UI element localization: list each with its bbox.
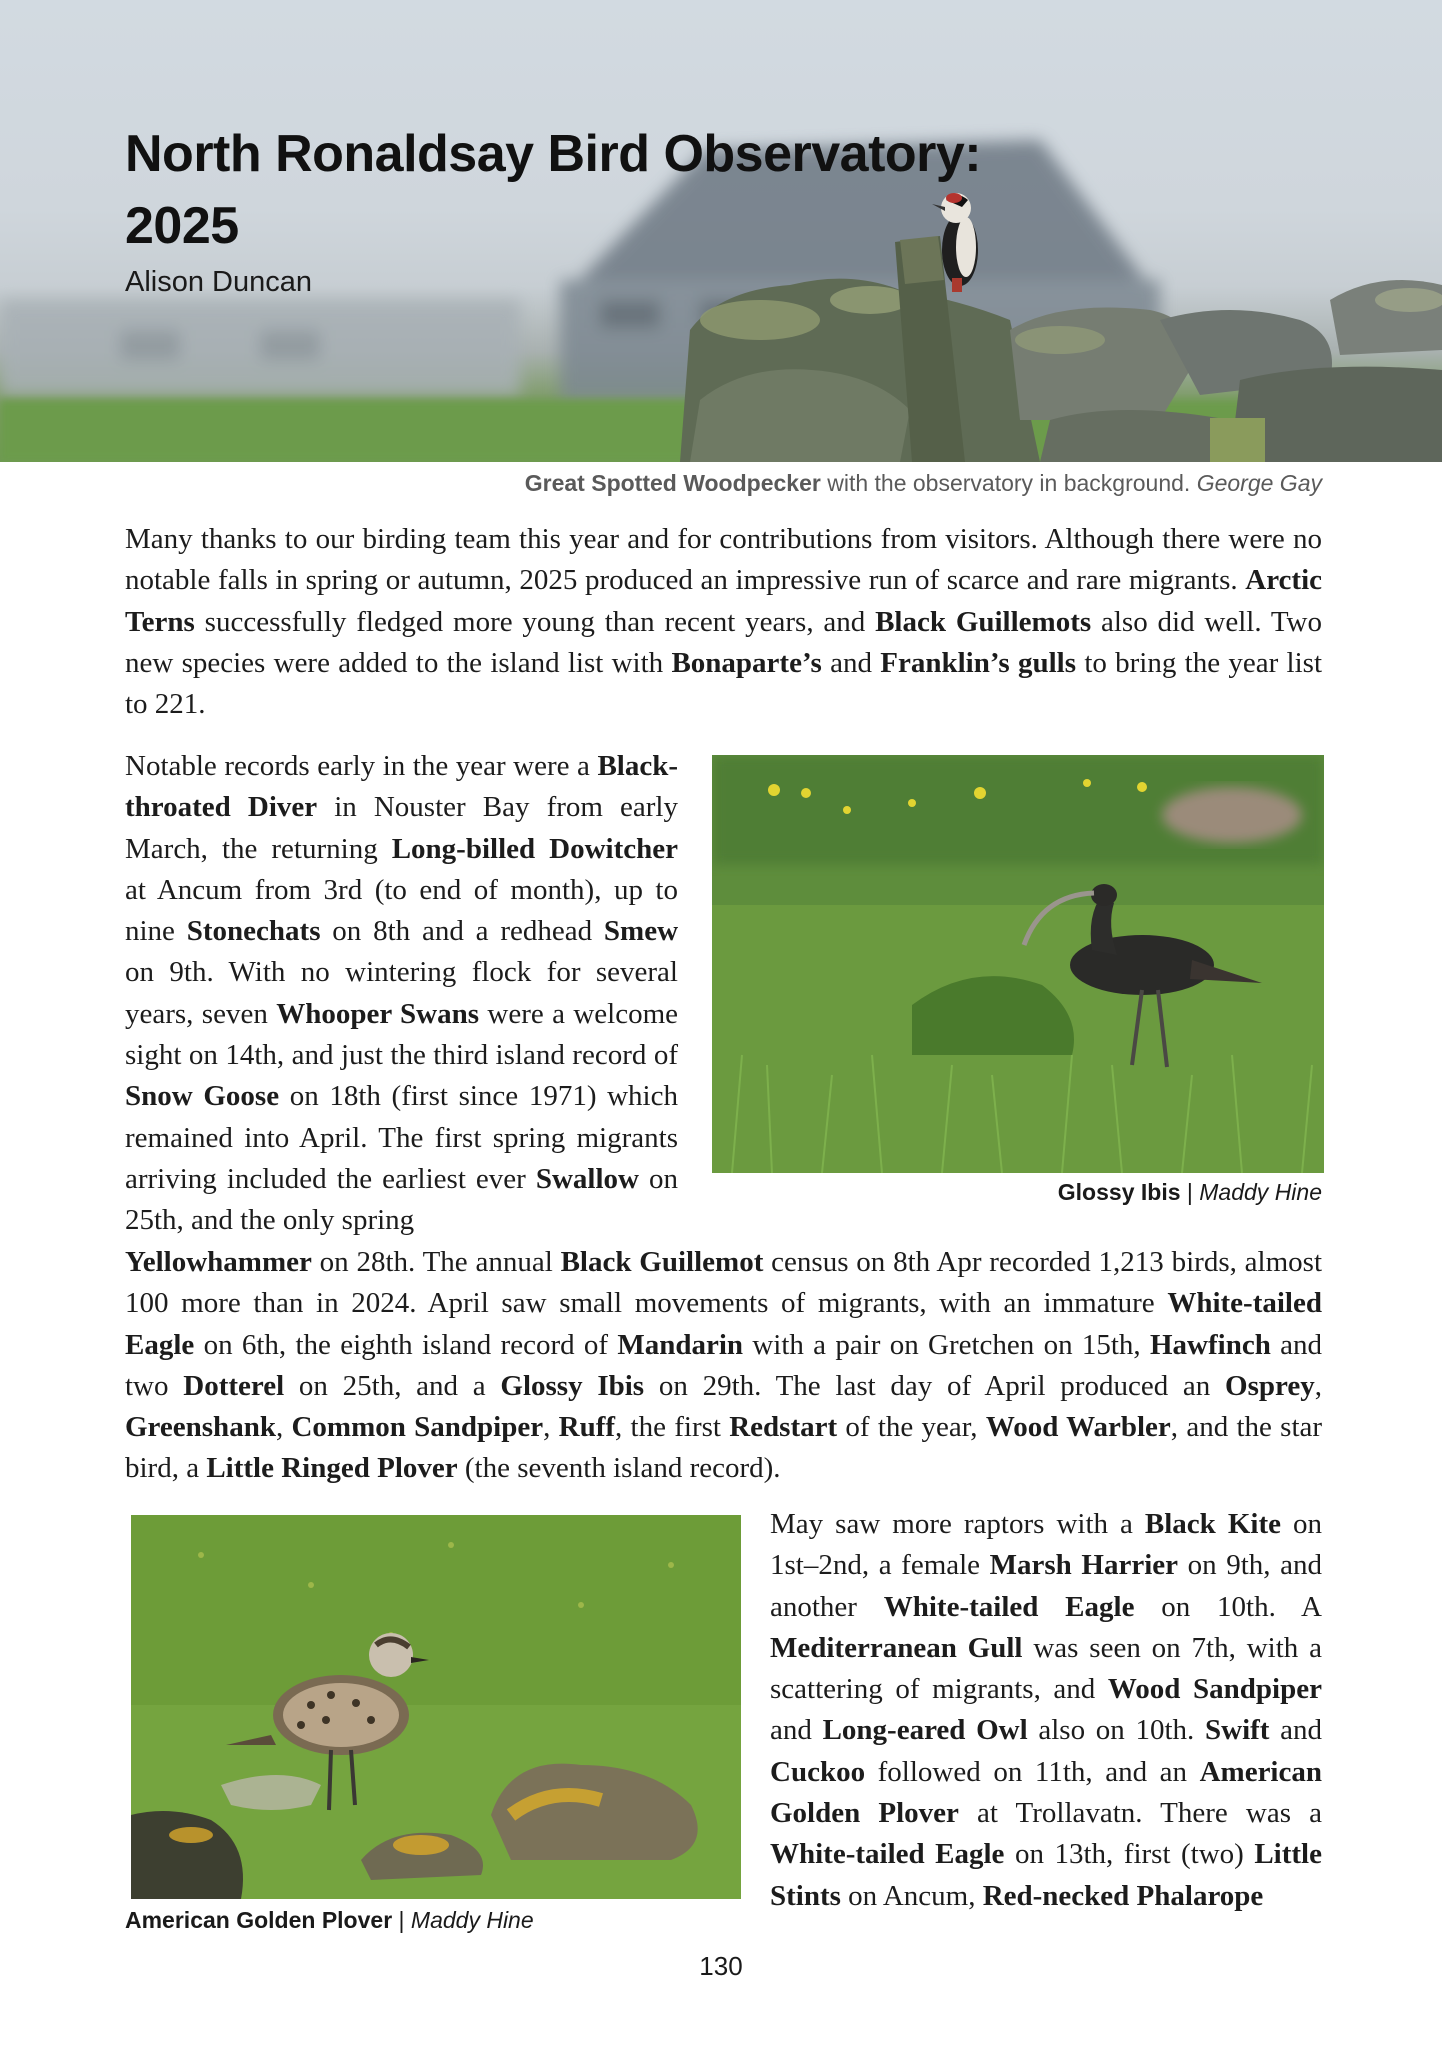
species-name: Ruff: [558, 1411, 616, 1444]
hero-caption-species: Great Spotted Woodpecker: [524, 470, 821, 496]
plover-caption-species: American Golden Plover: [125, 1907, 393, 1933]
hero-caption: [525, 470, 1322, 497]
plover-caption: [125, 1907, 534, 1934]
species-name: Swallow: [535, 1162, 639, 1195]
species-name: Hawfinch: [1149, 1328, 1271, 1361]
plover-caption-separator: |: [392, 1907, 411, 1933]
species-name: Common Sandpiper: [291, 1411, 544, 1444]
species-name: Dotterel: [183, 1369, 285, 1402]
paragraph-may: May saw more raptors with a Black Kite on 1st–2nd, a female Marsh Harrier on 9th, and another White-tailed Eagle on 10th. A Mediterranean Gull was seen on 7th, with a scattering of migrants, and Wood Sandpiper and Long-eared Owl also on 10th. Swift and Cuckoo followed on 11th, and an American Golden Plover at Trollavatn. There was a White-tailed Eagle on 13th, first (two) Little Stints on Ancum, Red-necked Phalarope: [770, 1508, 1323, 1912]
article-title-line1: North Ronaldsay Bird Observatory:: [125, 125, 982, 183]
glossy-ibis-photo: [712, 755, 1324, 1173]
species-name: Wood Sandpiper: [1107, 1673, 1322, 1706]
species-name: Franklin’s gulls: [880, 646, 1077, 679]
species-name: Long-billed Dowitcher: [391, 832, 678, 865]
ibis-caption-species: Glossy Ibis: [1057, 1179, 1181, 1205]
species-name: Snow Goose: [125, 1080, 280, 1113]
article-title: [125, 118, 981, 262]
species-name: Bonaparte’s: [671, 646, 822, 679]
species-name: Redstart: [729, 1411, 838, 1444]
species-name: Stonechats: [186, 915, 321, 948]
species-name: Whooper Swans: [276, 997, 480, 1030]
species-name: Black Kite: [1144, 1508, 1281, 1540]
species-name: Swift: [1205, 1714, 1270, 1747]
species-name: Arctic Terns: [125, 564, 1322, 638]
paragraph-early-year-continued: Yellowhammer on 28th. The annual Black Guillemot census on 8th Apr recorded 1,213 birds, almost 100 more than in 2024. April saw small movements of migrants, with an immature White-tailed Eagle on 6th, the eighth island record of Mandarin with a pair on Gretchen on 15th, Hawfinch and two Dotterel on 25th, and a Glossy Ibis on 29th. The last day of April produced an Osprey, Greenshank, Common Sandpiper, Ruff, the first Redstart of the year, Wood Warbler, and the star bird, a Little Ringed Plover (the seventh island record).: [125, 1246, 1323, 1485]
american-golden-plover-photo: [131, 1515, 741, 1899]
species-name: Black Guillemot: [560, 1246, 764, 1278]
species-name: Little Ringed Plover: [206, 1452, 458, 1485]
glossy-ibis-scene: [712, 755, 1324, 1173]
species-name: Glossy Ibis: [500, 1369, 645, 1402]
species-name: Yellowhammer: [125, 1246, 312, 1278]
article-title-line2: 2025: [125, 197, 239, 255]
plover-scene: [131, 1515, 741, 1899]
species-name: American Golden Plover: [770, 1755, 1322, 1830]
page-number: 130: [699, 1951, 743, 1981]
species-name: Greenshank: [125, 1411, 276, 1444]
species-name: Osprey: [1225, 1369, 1315, 1402]
hero-caption-credit: George Gay: [1196, 470, 1322, 496]
ibis-caption-credit: Maddy Hine: [1199, 1179, 1322, 1205]
species-name: Wood Warbler: [985, 1411, 1171, 1444]
paragraph-early-year: Notable records early in the year were a Black-throated Diver in Nouster Bay from early March, the returning Long-billed Dowitcher at Ancum from 3rd (to end of month), up to nine Stonechats on 8th and a redhead Smew on 9th. With no wintering flock for several years, seven Whooper Swans were a welcome sight on 14th, and just the third island record of Snow Goose on 18th (first since 1971) which remained into April. The first spring migrants arriving included the earliest ever Swallow on 25th, and the only spring: [125, 750, 679, 1237]
species-name: Black Guillemots: [875, 605, 1092, 638]
species-name: Smew: [603, 915, 679, 948]
species-name: White-tailed Eagle: [883, 1590, 1135, 1623]
species-name: Black-throated Diver: [125, 750, 678, 824]
species-name: White-tailed Eagle: [770, 1838, 1005, 1871]
article-author: Alison Duncan: [125, 266, 312, 298]
species-name: Cuckoo: [770, 1755, 866, 1788]
species-name: Little Stints: [770, 1838, 1322, 1912]
species-name: Mandarin: [617, 1328, 744, 1361]
species-name: Red-necked Phalarope: [982, 1879, 1264, 1912]
species-name: White-tailed Eagle: [125, 1287, 1322, 1361]
ibis-caption: [1058, 1179, 1322, 1206]
hero-caption-text: with the observatory in background.: [820, 470, 1197, 496]
species-name: Long-eared Owl: [822, 1714, 1028, 1747]
species-name: Mediterranean Gull: [770, 1631, 1023, 1664]
plover-caption-credit: Maddy Hine: [410, 1907, 534, 1933]
species-name: Marsh Harrier: [989, 1549, 1179, 1582]
paragraph-intro: Many thanks to our birding team this year and for contributions from visitors. Although there were no notable falls in spring or autumn, 2025 produced an impressive run of scarce and rare migrants. Arctic Terns successfully fledged more young than recent years, and Black Guillemots also did well. Two new species were added to the island list with Bonaparte’s and Franklin’s gulls to bring the year list to 221.: [125, 523, 1323, 721]
hero-photo: [0, 0, 1442, 462]
ibis-caption-separator: |: [1180, 1179, 1200, 1205]
